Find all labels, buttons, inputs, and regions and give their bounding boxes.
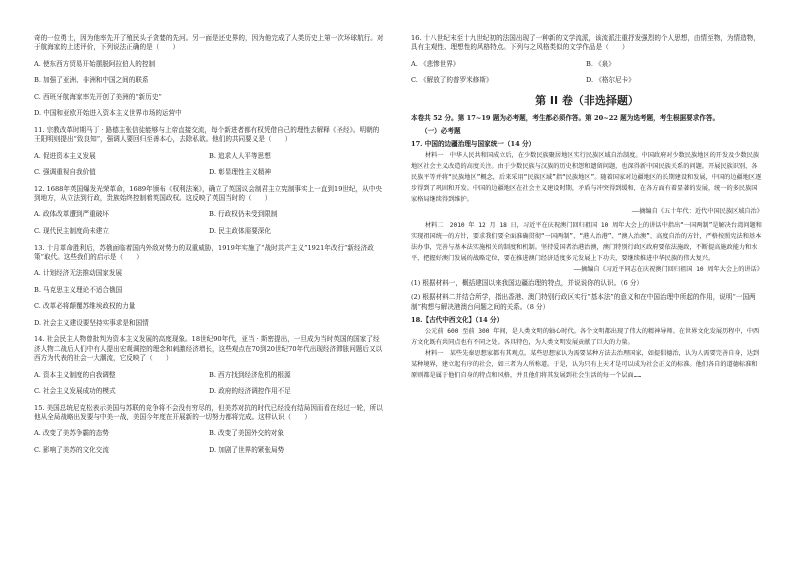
q17-subquestion-2: (2) 根据材料二并结合所学，指出香港、澳门特别行政区实行“基本法”的意义和在中国治理中所起的作用，说明“一国两制”构想与解决港澳台问题之间的关系。（8 分） — [411, 293, 756, 312]
left-column — [34, 34, 384, 462]
q17-material-1: 材料一 中华人民共和国成立后，在少数民族聚居地区实行民族区域自治制度。中国政府对少数民族地区的开发及少数民族地区社会主义改造的高度关注。由于少数民族与汉族的历史积怨和遗留问题，也深得新中国民族关系的问题。开展民族识别，各民族平等并将“民族地区”概念，后来采用“民族区域”指“民族地区”。随着国家对边疆地区的长期建设和发展，中国的边疆地区逐步得到了巩固和开发。中国的边疆地区在社会主义建设时期，矛盾与冲突得到缓和，在各方面有着显著的发展，统一的多民族国家格局继续得到维护。 — [411, 152, 762, 204]
q14-option-d[interactable]: D. 政府的经济调控作用不足 — [209, 387, 291, 396]
q11-option-d[interactable]: D. 彰显理性主义精神 — [209, 168, 271, 177]
q18-material-1: 材料一 某些先秦思想家都有其观点。某些思想家认为需要某种方法去治理国家，如提倡德治，认为人需要完善自身，达到某种境界，建立起有序的社会，如三者为人所称道。于是，认为只有上天才是可以成为社会正义的标准。他们各自的道德标准和原则都是属于他们自身的特点和风格，并且他们将其发展到社会生活的每一个层面…… — [411, 350, 760, 380]
q16-option-a[interactable]: A. 《悲惨世界》 — [411, 59, 460, 68]
q17-source-1: ——摘编自《五十年代：近代中国民族区域自治》 — [631, 207, 763, 215]
q14-options-row-1 — [34, 371, 384, 381]
right-column — [411, 34, 763, 381]
q15-option-c[interactable]: C. 影响了美苏的文化交流 — [34, 445, 109, 454]
question-13: 13. 十月革命胜利后，苏俄面临着国内外敌对势力的双重威胁，1919年实施了“战时共产主义”1921年改行“新经济政策”取代。这些我们的启示是（ ） — [34, 243, 374, 261]
q16-options-row-1 — [411, 60, 763, 70]
q10-option-c[interactable]: C. 西班牙航海家率先开创了美洲的“新历史” — [34, 92, 162, 101]
q15-option-a[interactable]: A. 改变了美苏争霸的态势 — [34, 429, 109, 438]
q12-option-d[interactable]: D. 民主政体需要深化 — [209, 226, 271, 235]
q11-options-row-1 — [34, 152, 384, 162]
q10-option-a[interactable]: A. 使东西方贸易开始摆脱阿拉伯人的控制 — [34, 59, 156, 68]
question-12: 12. 1688年英国爆发光荣革命，1689年颁布《权利法案》，确立了英国议会制君主立宪制事实上一直到19世纪，从中央到地方，从立法到行政，贵族始终控制着英国政权。这反映了英国当时的（ ） — [34, 184, 382, 203]
part-label: （一）必考题 — [421, 127, 461, 136]
q12-options-row-2 — [34, 227, 384, 237]
section-instructions: 本卷共 52 分。第 17~19 题为必考题，考生都必须作答。第 20~22 题为选考题，考生根据要求作答。 — [411, 113, 720, 122]
question-18-title: 18.【古代中西文化】（14 分） — [411, 315, 504, 324]
q14-option-a[interactable]: A. 资本主义制度的自我调整 — [34, 370, 116, 379]
q16-option-c[interactable]: C. 《解放了的普罗米修斯》 — [411, 76, 493, 85]
q18-intro: 公元前 600 至前 300 年间，是人类文明的轴心时代。各个文明都出现了伟大的精神导师。在世界文化发展历程中，中西方文化既有共同点也有不同之处。各具特色，为人类文明发展贡献了巨大的力量。 — [411, 328, 760, 347]
q10-option-b[interactable]: B. 加强了亚洲、非洲和中国之间的联系 — [34, 76, 149, 85]
question-17-title: 17. 中国的边疆治理与国家统一（14 分） — [411, 139, 536, 148]
q17-material-2: 材料二 2010 年 12 月 18 日，习近平在庆祝澳门回归祖国 10 周年大会上的讲话中指出“一国两制”是解决台湾问题和实现祖国统一的方针，要求我们要全面准确贯彻“一国两制”、“港人治港”、“澳人治澳”、高度自治的方针，严格按照宪法和基本法办事，完善与基本法实施相关的制度和机制。坚持爱国者治港治澳，澳门特别行政区政府要依法施政，不断提高施政能力和水平，把握好澳门发展的战略定位，要在推进澳门经济适度多元发展上下功夫，要继续推进中华民族的伟大复兴。 — [411, 221, 762, 262]
q15-options-row-2 — [34, 446, 384, 456]
q10-option-d[interactable]: D. 中国和亚欧开始进入资本主义世界市场的运营中 — [34, 109, 182, 118]
q16-option-b[interactable]: B. 《泉》 — [586, 59, 615, 68]
question-11: 11. 宗教改革时期马丁 · 路德主张信徒能够与上帝直接交流，每个新进者都有权凭借自己的理性去解释《圣经》。明朝的王阳明则提出“致良知”，强调人要回归至善本心，去除私欲。他们的共同要义是（ ） — [34, 125, 380, 144]
q17-source-2: ——摘编自《习近平同志在庆祝澳门回归祖国 10 周年大会上的讲话》 — [573, 265, 763, 273]
q14-option-c[interactable]: C. 社会主义发展成功的模式 — [34, 387, 116, 396]
q13-option-a[interactable]: A. 计划经济无法推动国家发展 — [34, 269, 123, 278]
q14-options-row-2 — [34, 387, 384, 397]
q15-option-d[interactable]: D. 加剧了世界的紧张局势 — [209, 445, 285, 454]
question-14: 14. 社会民主人物曾批判为资本主义发展的高度现象。18世纪90年代，亚当 · 斯密提出，一旦成为当时英国的国家了经济人物二战后人们中有人提出宏观调控的理念和刺激经济增长，这些观点在70到20世纪70年代出现经济滞胀问题后又以西方为代表的社会一大潮流，它反映了（ ） — [34, 335, 383, 363]
q15-option-b[interactable]: B. 改变了美国外交的对象 — [209, 429, 284, 438]
q11-options-row-2 — [34, 168, 384, 178]
section-title: 第 II 卷（非选择题） — [535, 93, 639, 107]
q14-option-b[interactable]: B. 西方找到经济危机的根源 — [209, 370, 291, 379]
q12-options-row-1 — [34, 210, 384, 220]
q11-option-b[interactable]: B. 追求人人平等思想 — [209, 151, 271, 160]
q16-option-d[interactable]: D. 《格尔尼卡》 — [586, 76, 635, 85]
q13-option-b[interactable]: B. 马克思主义理论不适合俄国 — [34, 285, 123, 294]
q13-option-d[interactable]: D. 社会主义建设要坚持实事求是和国情 — [34, 318, 149, 327]
question-16: 16. 十八世纪末至十九世纪初的法国出现了一种新的文学流派，该流派注重抒发强烈的个人思想，由情至物，为情造物，具有主观性、理想性的风格特点。下列与之风格类似的文学作品是（ ） — [411, 34, 760, 52]
q11-option-c[interactable]: C. 强调重视自我价值 — [34, 168, 96, 177]
q11-option-a[interactable]: A. 促进资本主义发展 — [34, 151, 96, 160]
q12-option-b[interactable]: B. 行政权仍未受到限制 — [209, 210, 278, 219]
q12-option-c[interactable]: C. 现代民主制度尚未建立 — [34, 226, 109, 235]
q13-option-c[interactable]: C. 改革必将颠覆苏维埃政权的力量 — [34, 302, 136, 311]
q17-subquestion-1: (1) 根据材料一，概括建国以来我国边疆治理的特点，并说说你的认识。（6 分） — [411, 279, 644, 288]
q15-options-row-1 — [34, 429, 384, 439]
q16-options-row-2 — [411, 76, 763, 86]
question-15: 15. 美国总统尼克松表示美国与苏联的竞争将不会没有穷尽的，但美苏对抗的时代已经没有结局因而看在经过一轮，所以他从全局战略出发要与中美一战，美国今年度在开展新的一切努力都将完成。这样认识（ ） — [34, 403, 383, 421]
question-10-tail: 奇的一位勇士，因为他率先开了殖民头子贪婪的先河。另一面是还史界的，因为他完成了人类历史上第一次环球航行。对于航海家的上述评价，下列说法正确的是（ ） — [34, 34, 384, 52]
q12-option-a[interactable]: A. 政体改革遭到严重破坏 — [34, 210, 109, 219]
